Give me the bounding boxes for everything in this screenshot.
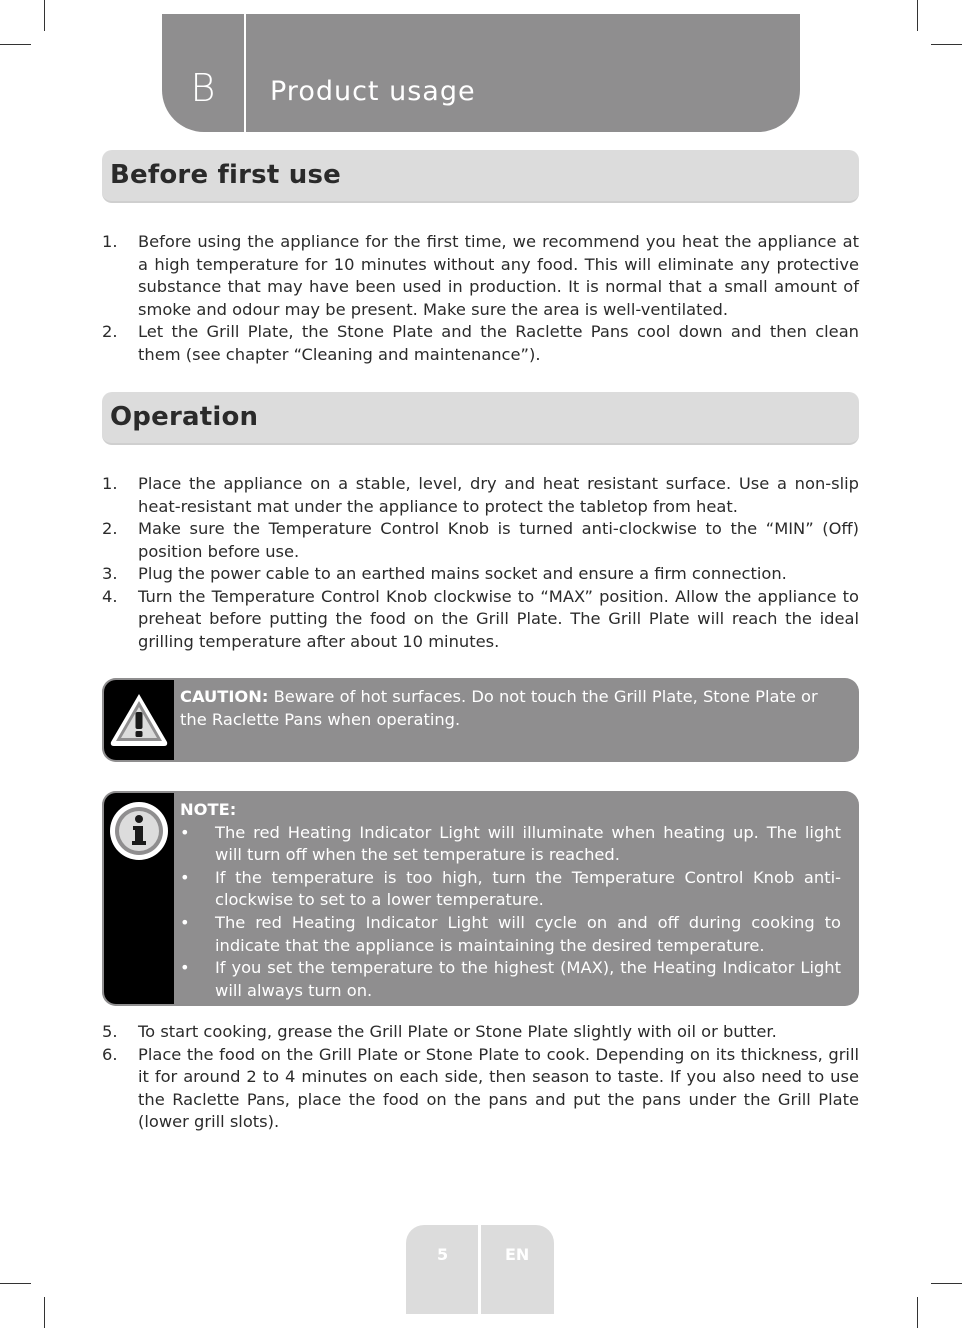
list-number: 2. bbox=[102, 519, 118, 538]
list-item bbox=[102, 563, 859, 586]
bullet-dot: • bbox=[180, 958, 190, 978]
list-number: 6. bbox=[102, 1044, 118, 1064]
crop-mark bbox=[44, 0, 45, 31]
note-text bbox=[180, 799, 841, 1002]
note-side-panel bbox=[102, 791, 174, 1006]
list-item bbox=[102, 1044, 859, 1134]
list-text: Place the appliance on a stable, level, dry and heat resistant surface. Use a non-slip heat-resistant mat under the appliance to protect the tabletop from heat. bbox=[138, 474, 859, 516]
note-bullet bbox=[180, 822, 841, 867]
list-text: Before using the appliance for the first time, we recommend you heat the appliance at a high temperature for 10 minutes without any food. This will eliminate any protective substance that may have been used in production. It is normal that a small amount of smoke and odour may be present. Make sure the area is well-ventilated. bbox=[138, 232, 859, 319]
list-item bbox=[102, 586, 859, 654]
footer-page-tab bbox=[406, 1225, 478, 1314]
operation-list-continued bbox=[102, 1021, 859, 1134]
note-bullet bbox=[180, 912, 841, 957]
bullet-dot: • bbox=[180, 867, 190, 887]
crop-mark bbox=[931, 1283, 962, 1284]
section-title: Before first use bbox=[110, 160, 341, 190]
section-bar-before-first-use bbox=[102, 150, 859, 203]
crop-mark bbox=[917, 0, 918, 31]
list-text: Plug the power cable to an earthed mains socket and ensure a firm connection. bbox=[138, 564, 787, 583]
bullet-text: If you set the temperature to the highest (MAX), the Heating Indicator Light will always turn on. bbox=[215, 958, 841, 1000]
bullet-text: If the temperature is too high, turn the Temperature Control Knob anti-clockwise to set to a lower temperature. bbox=[215, 867, 841, 910]
list-item bbox=[102, 473, 859, 518]
bullet-text: The red Heating Indicator Light will cycle on and off during cooking to indicate that the appliance is maintaining the desired temperature. bbox=[215, 912, 841, 955]
crop-mark bbox=[931, 44, 962, 45]
list-number: 5. bbox=[102, 1022, 118, 1041]
chapter-header bbox=[162, 14, 800, 132]
info-icon bbox=[107, 799, 171, 863]
page-number: 5 bbox=[437, 1245, 449, 1264]
chapter-divider bbox=[244, 14, 246, 132]
warning-icon bbox=[107, 688, 171, 752]
section-title: Operation bbox=[110, 402, 259, 432]
list-item bbox=[102, 518, 859, 563]
caution-message: Beware of hot surfaces. Do not touch the Grill Plate, Stone Plate or the Raclette Pans when operating. bbox=[180, 687, 818, 729]
section-bar-operation bbox=[102, 392, 859, 445]
before-first-use-list bbox=[102, 231, 859, 366]
bullet-dot: • bbox=[180, 822, 190, 842]
list-text: Let the Grill Plate, the Stone Plate and the Raclette Pans cool down and then clean them (see chapter “Cleaning and maintenance”). bbox=[138, 322, 859, 364]
caution-box bbox=[102, 678, 859, 762]
crop-mark bbox=[917, 1297, 918, 1328]
bullet-text: The red Heating Indicator Light will illuminate when heating up. The light will turn off when the set temperature is reached. bbox=[215, 822, 841, 865]
list-item bbox=[102, 1021, 859, 1044]
list-number: 1. bbox=[102, 474, 118, 493]
caution-side-panel bbox=[102, 678, 174, 762]
crop-mark bbox=[0, 44, 31, 45]
list-text: To start cooking, grease the Grill Plate or Stone Plate slightly with oil or butter. bbox=[138, 1022, 777, 1041]
crop-mark bbox=[0, 1283, 31, 1284]
caution-label: CAUTION: bbox=[180, 687, 269, 706]
list-number: 2. bbox=[102, 322, 118, 341]
list-number: 4. bbox=[102, 586, 118, 606]
note-bullet bbox=[180, 957, 841, 1002]
bullet-dot: • bbox=[180, 912, 190, 932]
language-code: EN bbox=[505, 1245, 530, 1264]
list-number: 1. bbox=[102, 232, 118, 251]
note-bullet bbox=[180, 867, 841, 912]
list-item bbox=[102, 321, 859, 366]
list-text: Turn the Temperature Control Knob clockwise to “MAX” position. Allow the appliance to preheat before putting the food on the Grill Plate. The Grill Plate will reach the ideal grilling temperature after about 10 minutes. bbox=[138, 586, 859, 651]
list-item bbox=[102, 231, 859, 321]
list-text: Place the food on the Grill Plate or Stone Plate to cook. Depending on its thickness, grill it for around 2 to 4 minutes on each side, then season to taste. If you also need to use the Raclette Pans, place the food on the pans and put the pans under the Grill Plate (lower grill slots). bbox=[138, 1044, 859, 1131]
footer-language-tab bbox=[481, 1225, 554, 1314]
list-text: Make sure the Temperature Control Knob is turned anti-clockwise to the “MIN” (Off) position before use. bbox=[138, 519, 859, 561]
chapter-letter: B bbox=[190, 66, 216, 110]
caution-text bbox=[180, 685, 841, 731]
chapter-title: Product usage bbox=[270, 76, 476, 107]
note-label: NOTE: bbox=[180, 800, 237, 819]
operation-list bbox=[102, 473, 859, 653]
crop-mark bbox=[44, 1297, 45, 1328]
list-number: 3. bbox=[102, 564, 118, 583]
note-box bbox=[102, 791, 859, 1006]
